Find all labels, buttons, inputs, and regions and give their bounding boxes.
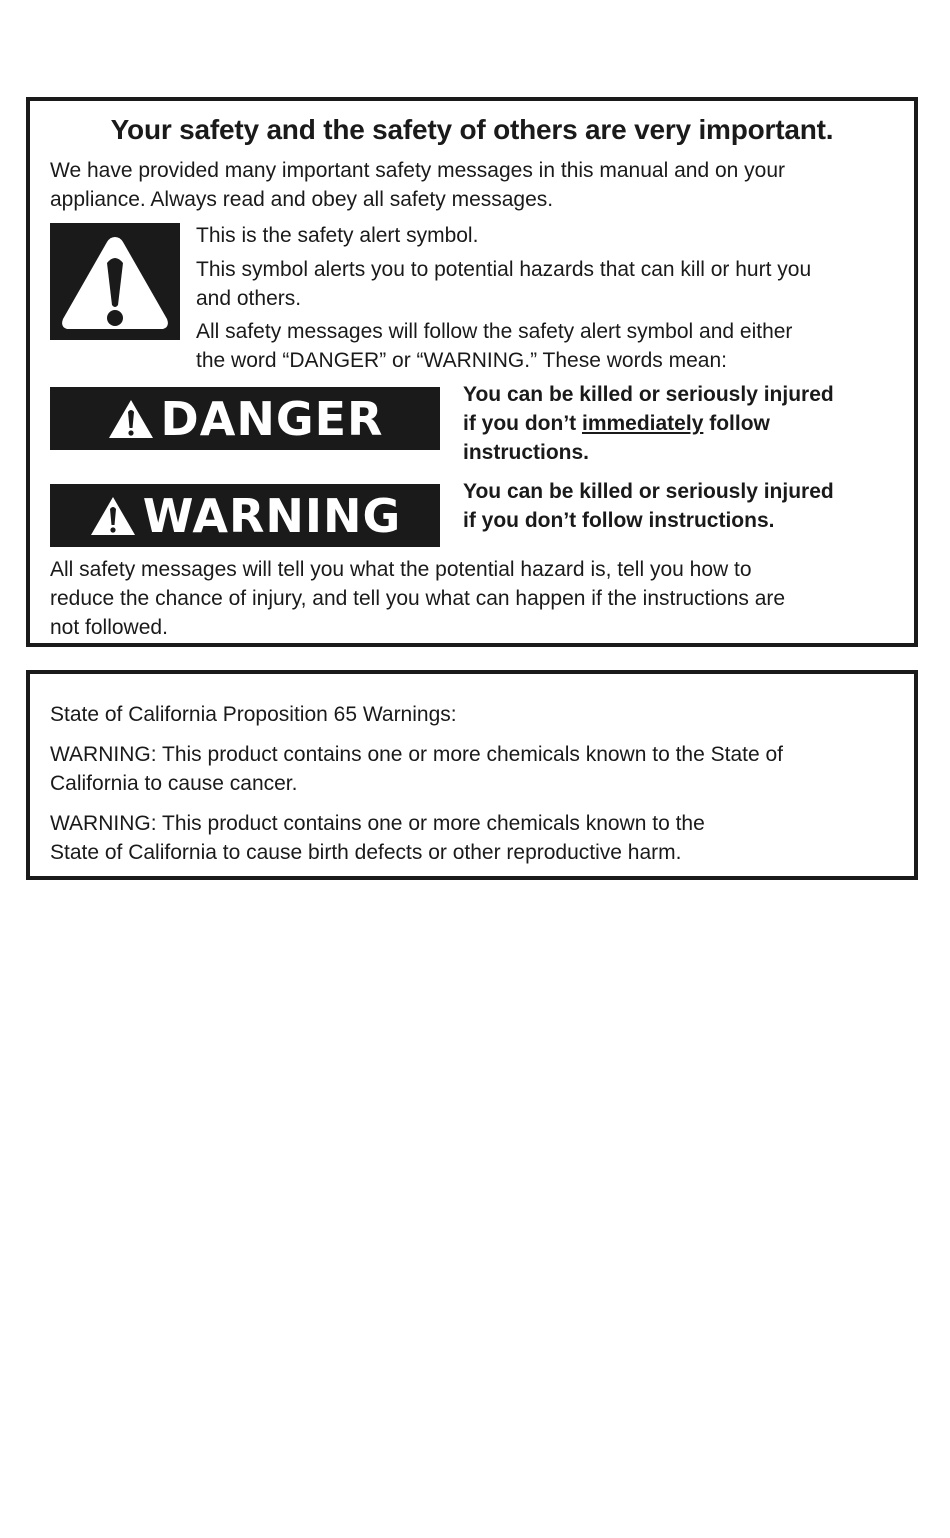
warning-line-1: You can be killed or seriously injured — [463, 480, 834, 503]
danger-signal-banner — [50, 387, 440, 450]
safety-footer-text — [50, 555, 785, 642]
footer-line-1: All safety messages will tell you what the potential hazard is, tell you how to — [50, 558, 752, 581]
danger-emphasis: immediately — [581, 412, 704, 435]
signal-word-line-2: the word “DANGER” or “WARNING.” These words mean: — [196, 349, 727, 372]
danger-alert-icon — [107, 398, 155, 440]
danger-line-2-end: follow — [703, 412, 770, 435]
birth-defects-line-1: WARNING: This product contains one or more chemicals known to the — [50, 812, 705, 835]
alert-hazard-line-1: This symbol alerts you to potential hazards that can kill or hurt you — [196, 258, 812, 281]
prop65-birth-defects-warning — [50, 809, 705, 867]
alert-hazard-desc — [196, 255, 811, 313]
safety-headline: Your safety and the safety of others are very important. — [110, 114, 834, 145]
intro-line-1: We have provided many important safety messages in this manual and on your — [50, 159, 785, 182]
alert-symbol-desc: This is the safety alert symbol. — [196, 224, 479, 247]
footer-line-3: not followed. — [50, 616, 168, 639]
warning-meaning — [463, 477, 834, 535]
birth-defects-line-2: State of California to cause birth defects or other reproductive harm. — [50, 841, 682, 864]
warning-line-2: if you don’t follow instructions. — [463, 509, 775, 532]
danger-label: DANGER — [160, 391, 384, 446]
prop65-warning-box — [26, 670, 918, 880]
alert-triangle-icon — [50, 223, 180, 340]
danger-line-2-start: if you don’t — [463, 412, 582, 435]
safety-alert-symbol-icon — [50, 223, 180, 340]
cancer-warning-line-2: California to cause cancer. — [50, 772, 298, 795]
warning-alert-icon — [89, 495, 137, 537]
intro-text — [50, 156, 785, 214]
safety-info-box — [26, 97, 918, 647]
prop65-title: State of California Proposition 65 Warnings: — [50, 703, 457, 726]
cancer-warning-line-1: WARNING: This product contains one or more chemicals known to the State of — [50, 743, 783, 766]
signal-word-line-1: All safety messages will follow the safety alert symbol and either — [196, 320, 793, 343]
signal-word-desc — [196, 317, 792, 375]
danger-meaning — [463, 380, 834, 467]
intro-line-2: appliance. Always read and obey all safety messages. — [50, 188, 554, 211]
alert-hazard-line-2: and others. — [196, 287, 302, 310]
warning-signal-banner — [50, 484, 440, 547]
prop65-cancer-warning — [50, 740, 783, 798]
warning-label: WARNING — [142, 488, 402, 543]
danger-line-3: instructions. — [463, 441, 590, 464]
danger-line-1: You can be killed or seriously injured — [463, 383, 834, 406]
footer-line-2: reduce the chance of injury, and tell you what can happen if the instructions are — [50, 587, 786, 610]
